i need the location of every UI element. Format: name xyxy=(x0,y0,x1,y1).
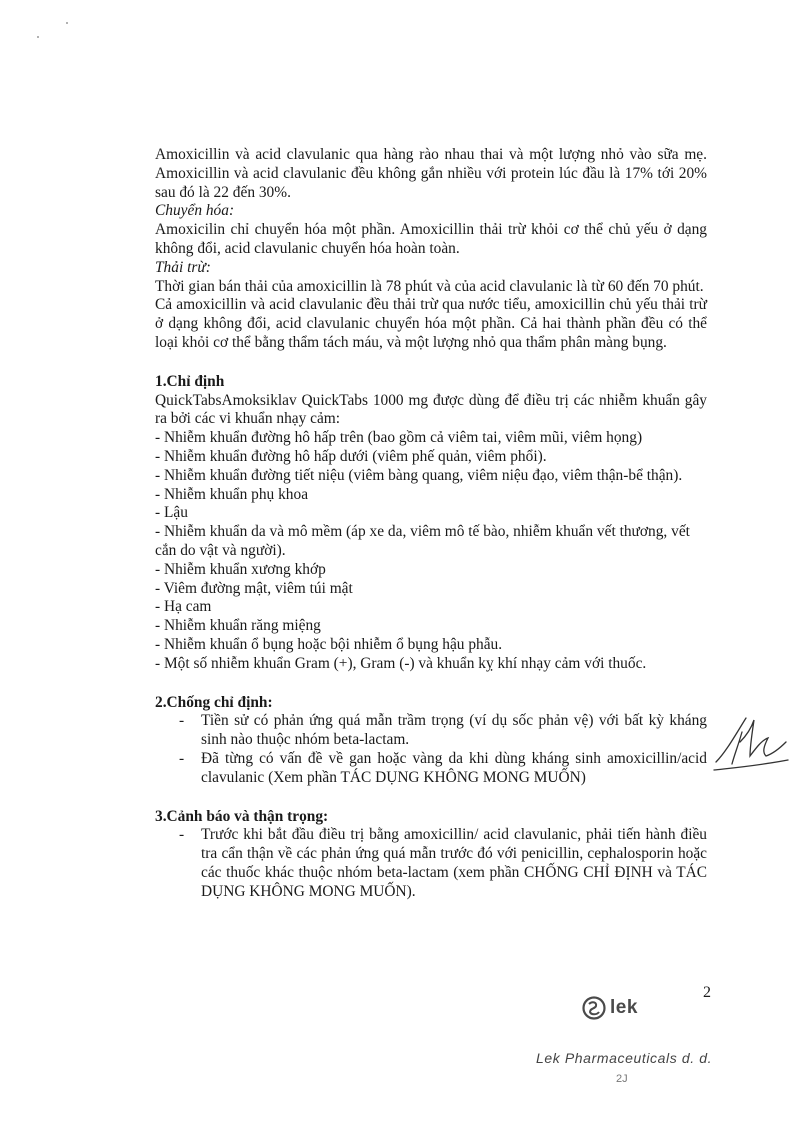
list-item: - Hạ cam xyxy=(155,598,212,616)
list-item: - Nhiễm khuẩn xương khớp xyxy=(155,560,326,578)
list-item: - Đã từng có vấn đề về gan hoặc vàng da khi dùng kháng sinh amoxicillin/acid clavulanic (Xem phần TÁC DỤNG KHÔNG MONG MUỐN) xyxy=(179,749,707,786)
contraindications-list xyxy=(155,712,707,787)
list-item: - Nhiễm khuẩn phụ khoa xyxy=(155,485,309,503)
elimination-label: Thải trừ: xyxy=(155,258,211,276)
list-item: - Một số nhiễm khuẩn Gram (+), Gram (-) và khuẩn kỵ khí nhạy cảm với thuốc. xyxy=(155,654,647,672)
list-item: - Nhiễm khuẩn ổ bụng hoặc bội nhiễm ổ bụng hậu phẫu. xyxy=(155,635,503,653)
list-item: - Nhiễm khuẩn đường tiết niệu (viêm bàng quang, viêm niệu đạo, viêm thận-bể thận). xyxy=(155,466,683,484)
list-item: - Tiền sử có phản ứng quá mẫn trầm trọng (ví dụ sốc phản vệ) với bất kỳ kháng sinh nào thuộc nhóm beta-lactam. xyxy=(179,712,707,749)
indications-heading: 1.Chỉ định xyxy=(155,372,225,390)
list-item: - Nhiễm khuẩn da và mô mềm (áp xe da, viêm mô tế bào, nhiễm khuẩn vết thương, vết cắn do vật và người). xyxy=(155,523,690,559)
list-item: - Viêm đường mật, viêm túi mật xyxy=(155,579,353,597)
indications-intro: QuickTabsAmoksiklav QuickTabs 1000 mg được dùng để điều trị các nhiễm khuẩn gây ra bởi các vi khuẩn nhạy cảm: xyxy=(155,391,707,428)
stamp-mark: 2J xyxy=(616,1073,628,1085)
company-stamp: Lek Pharmaceuticals d. d. xyxy=(536,1050,713,1066)
list-item: - Nhiễm khuẩn đường hô hấp trên (bao gồm cả viêm tai, viêm mũi, viêm họng) xyxy=(155,429,643,447)
page-number: 2 xyxy=(703,984,711,1001)
warnings-heading: 3.Cảnh báo và thận trọng: xyxy=(155,807,329,825)
indications-list xyxy=(155,429,707,673)
lek-emblem-icon xyxy=(582,996,606,1020)
distribution-paragraph: Amoxicillin và acid clavulanic qua hàng rào nhau thai và một lượng nhỏ vào sữa mẹ. Amoxicillin và acid clavulanic đều không gắn nhiều với protein lúc đầu là 17% tới 20% sau đó là 22 đến 30%. xyxy=(155,146,707,201)
elimination-paragraph-2: Cả amoxicillin và acid clavulanic đều thải trừ qua nước tiểu, amoxicillin chủ yếu thải trừ ở dạng không đổi, acid clavulanic chuyển hóa một phần. Cả hai thành phần đều có thể loại khỏi cơ thể bằng thẩm tách máu, và một lượng nhỏ qua thẩm phân màng bụng. xyxy=(155,296,707,351)
list-item: - Nhiễm khuẩn răng miệng xyxy=(155,617,321,635)
logo-wordmark: lek xyxy=(610,997,638,1018)
document-body xyxy=(155,146,707,901)
list-item: - Nhiễm khuẩn đường hô hấp dưới (viêm phế quản, viêm phổi). xyxy=(155,447,547,465)
elimination-paragraph-1: Thời gian bán thải của amoxicillin là 78 phút và của acid clavulanic là từ 60 đến 70 phút. xyxy=(155,277,704,295)
list-item: - Lậu xyxy=(155,504,188,522)
warnings-list xyxy=(155,826,707,901)
handwritten-signature xyxy=(712,712,790,772)
lek-logo xyxy=(582,996,638,1020)
metabolism-label: Chuyển hóa: xyxy=(155,202,235,220)
contraindications-heading: 2.Chống chỉ định: xyxy=(155,693,273,711)
list-item: - Trước khi bắt đầu điều trị bằng amoxicillin/ acid clavulanic, phải tiến hành điều tra cẩn thận về các phản ứng quá mẫn trước đó với penicillin, cephalosporin hoặc các thuốc khác thuộc nhóm beta-lactam (xem phần CHỐNG CHỈ ĐỊNH và TÁC DỤNG KHÔNG MONG MUỐN). xyxy=(179,826,707,900)
metabolism-paragraph: Amoxicilin chỉ chuyển hóa một phần. Amoxicillin thải trừ khỏi cơ thể chủ yếu ở dạng không đổi, acid clavulanic chuyển hóa hoàn toàn. xyxy=(155,221,707,257)
